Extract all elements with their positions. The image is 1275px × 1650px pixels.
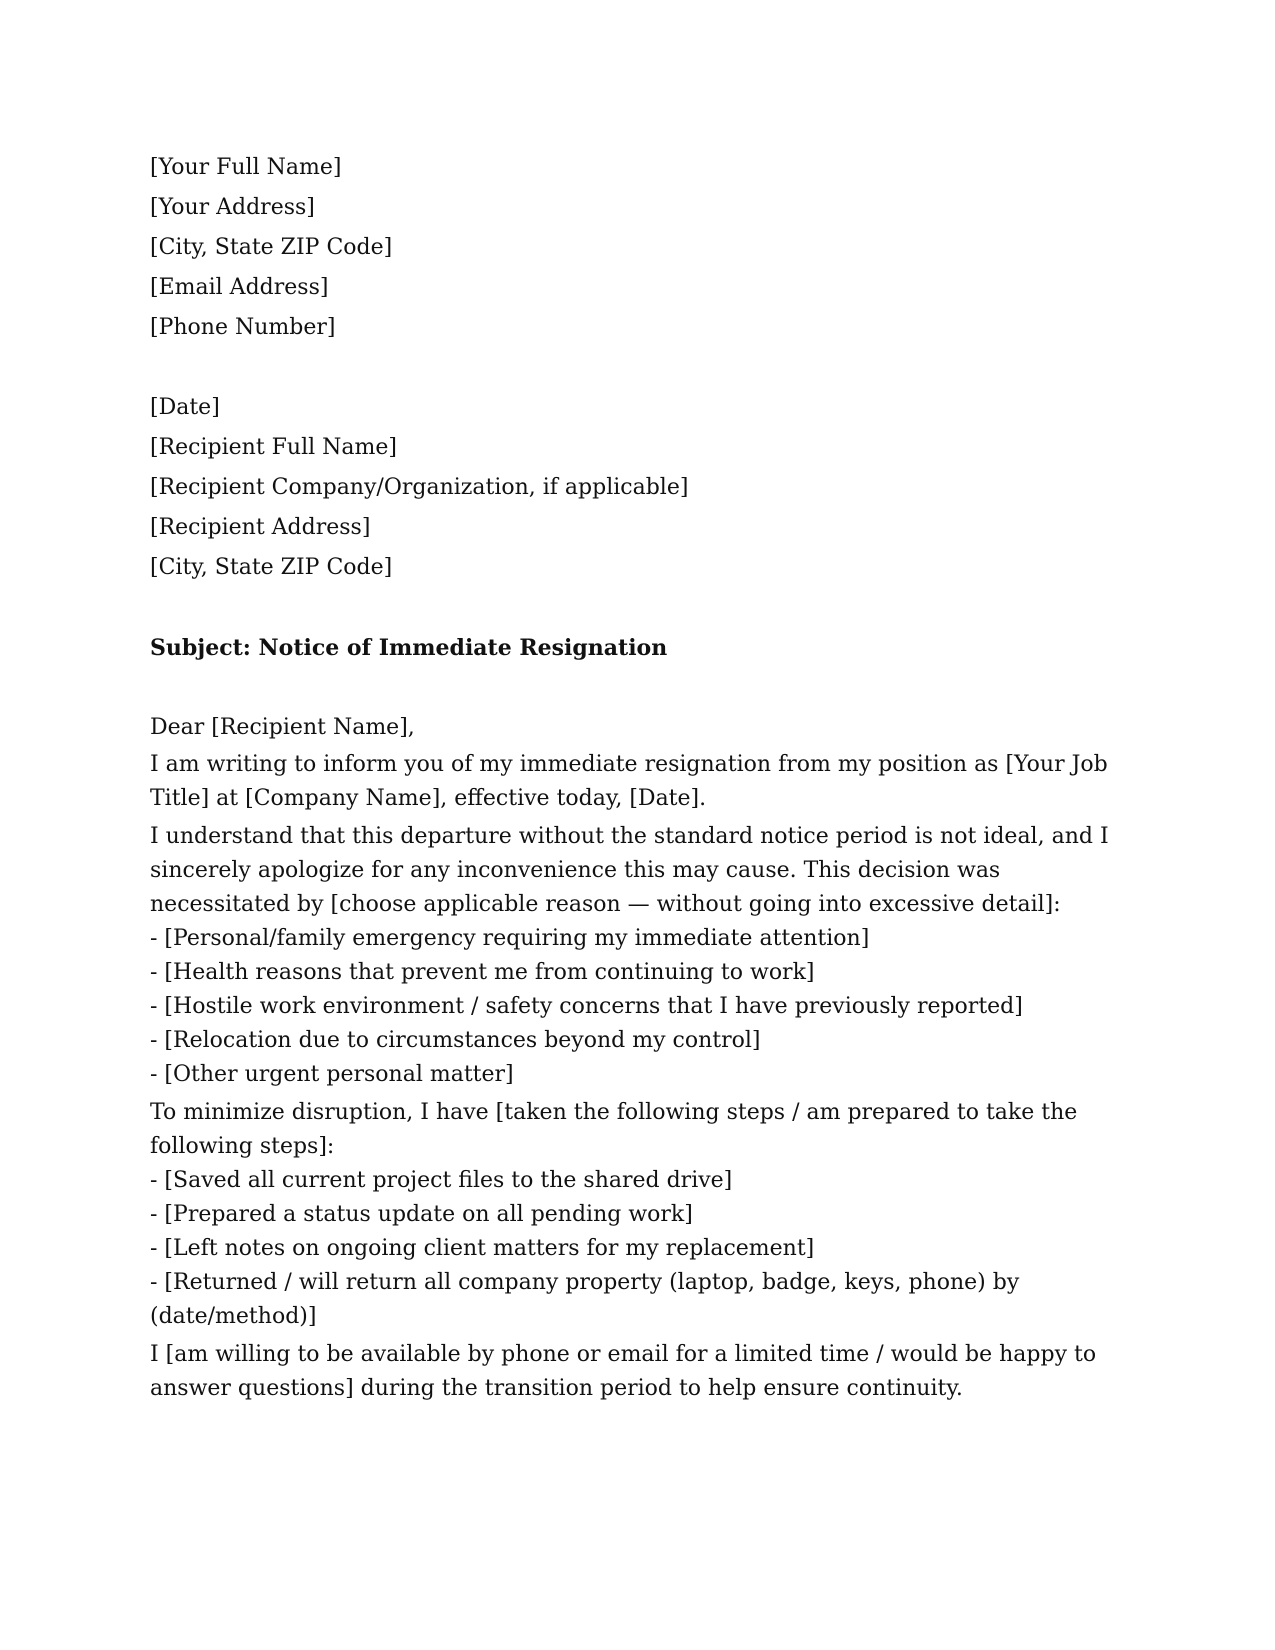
recipient-address: [Recipient Address]: [150, 515, 371, 540]
list-item: - [Personal/family emergency requiring my immediate attention]: [150, 926, 870, 951]
sender-phone: [Phone Number]: [150, 315, 336, 340]
sender-email: [Email Address]: [150, 275, 329, 300]
sender-city-state-zip: [City, State ZIP Code]: [150, 235, 393, 260]
sender-address: [Your Address]: [150, 195, 315, 220]
letter-paragraphs: [150, 748, 1130, 1406]
list-item: - [Health reasons that prevent me from continuing to work]: [150, 960, 815, 985]
sender-full-name: [Your Full Name]: [150, 155, 342, 180]
salutation: Dear [Recipient Name],: [150, 715, 415, 740]
recipient-block: [150, 388, 1130, 588]
list-item: - [Hostile work environment / safety concerns that I have previously reported]: [150, 994, 1023, 1019]
list-item: - [Returned / will return all company property (laptop, badge, keys, phone) by (date/method)]: [150, 1270, 1020, 1329]
letter-subject: Subject: Notice of Immediate Resignation: [150, 635, 668, 661]
letter-date: [Date]: [150, 395, 220, 420]
recipient-city-state-zip: [City, State ZIP Code]: [150, 555, 393, 580]
paragraph-steps-intro: To minimize disruption, I have [taken the following steps / am prepared to take the following steps]:: [150, 1100, 1078, 1159]
reason-list: [150, 922, 1130, 1092]
recipient-full-name: [Recipient Full Name]: [150, 435, 397, 460]
paragraph-availability: I [am willing to be available by phone or email for a limited time / would be happy to answer questions] during the transition period to help ensure continuity.: [150, 1342, 1097, 1401]
letter-body: [150, 148, 1130, 1406]
list-item: - [Other urgent personal matter]: [150, 1062, 514, 1087]
paragraph-reason-intro: I understand that this departure without the standard notice period is not ideal, and I sincerely apologize for any inconvenience this may cause. This decision was necessitated by [choose applicable reason — without going into excessive detail]:: [150, 824, 1109, 917]
list-item: - [Prepared a status update on all pending work]: [150, 1202, 693, 1227]
paragraph-resignation: I am writing to inform you of my immediate resignation from my position as [Your Job Title] at [Company Name], effective today, [Date].: [150, 752, 1108, 811]
list-item: - [Left notes on ongoing client matters for my replacement]: [150, 1236, 815, 1261]
list-item: - [Relocation due to circumstances beyond my control]: [150, 1028, 761, 1053]
steps-list: [150, 1164, 1130, 1334]
list-item: - [Saved all current project files to the shared drive]: [150, 1168, 733, 1193]
sender-block: [150, 148, 1130, 348]
recipient-company: [Recipient Company/Organization, if applicable]: [150, 475, 689, 500]
